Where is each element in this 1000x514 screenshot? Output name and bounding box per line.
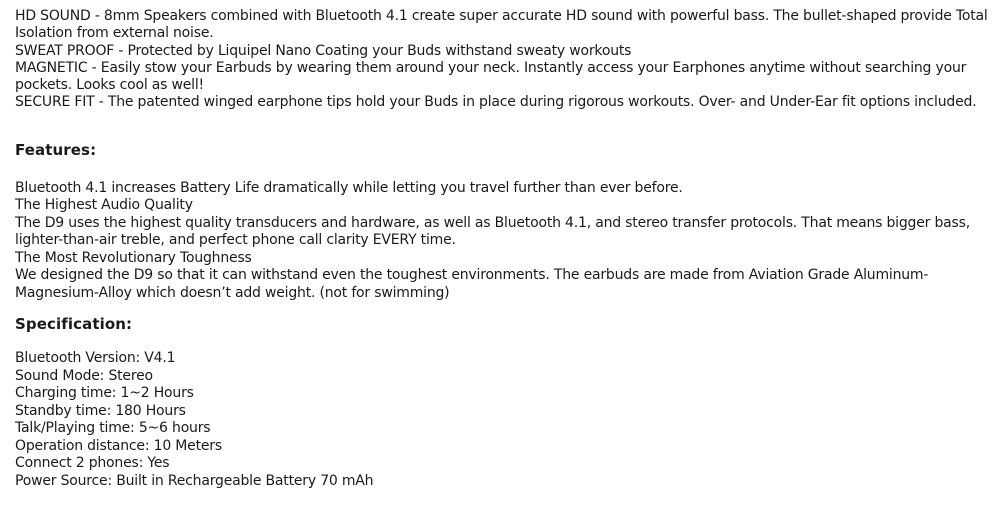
specification-spacer — [15, 334, 990, 350]
spec-line: Charging time: 1~2 Hours — [15, 385, 194, 402]
feature-line: The Highest Audio Quality — [15, 197, 193, 214]
spec-line: Sound Mode: Stereo — [15, 367, 153, 384]
features-section — [15, 180, 990, 303]
spec-line: Talk/Playing time: 5~6 hours — [15, 420, 211, 437]
spec-line: Power Source: Built in Rechargeable Battery 70 mAh — [15, 472, 374, 489]
features-spacer — [15, 160, 990, 180]
intro-magnetic: MAGNETIC - Easily stow your Earbuds by wearing them around your neck. Instantly access your Earphones anytime without searching your pockets. Looks cool as well! — [15, 59, 967, 94]
spec-line: Operation distance: 10 Meters — [15, 437, 222, 454]
intro-section — [15, 8, 990, 112]
feature-line: The Most Revolutionary Toughness — [15, 249, 252, 266]
spec-line: Connect 2 phones: Yes — [15, 455, 170, 472]
feature-line: Bluetooth 4.1 increases Battery Life dramatically while letting you travel further than ever before. — [15, 179, 683, 196]
intro-sweat-proof: SWEAT PROOF - Protected by Liquipel Nano Coating your Buds withstand sweaty workouts — [15, 42, 632, 59]
specification-section — [15, 350, 990, 490]
product-description — [15, 8, 990, 490]
features-heading: Features: — [15, 140, 97, 159]
intro-hd-sound: HD SOUND - 8mm Speakers combined with Bluetooth 4.1 create super accurate HD sound with powerful bass. The bullet-shaped provide Total Isolation from external noise. — [15, 8, 988, 42]
feature-line: The D9 uses the highest quality transducers and hardware, as well as Bluetooth 4.1, and stereo transfer protocols. That means bigger bass, lighter-than-air treble, and perfect phone call clarity EVERY time. — [15, 214, 970, 249]
spec-line: Standby time: 180 Hours — [15, 402, 186, 419]
intro-secure-fit: SECURE FIT - The patented winged earphone tips hold your Buds in place during rigorous workouts. Over- and Under-Ear fit options included. — [15, 94, 977, 111]
specification-heading: Specification: — [15, 315, 133, 334]
spec-line: Bluetooth Version: V4.1 — [15, 350, 176, 367]
feature-line: We designed the D9 so that it can withstand even the toughest environments. The earbuds are made from Aviation Grade Aluminum-Magnesium-Alloy which doesn’t add weight. (not for swimming) — [15, 267, 929, 301]
